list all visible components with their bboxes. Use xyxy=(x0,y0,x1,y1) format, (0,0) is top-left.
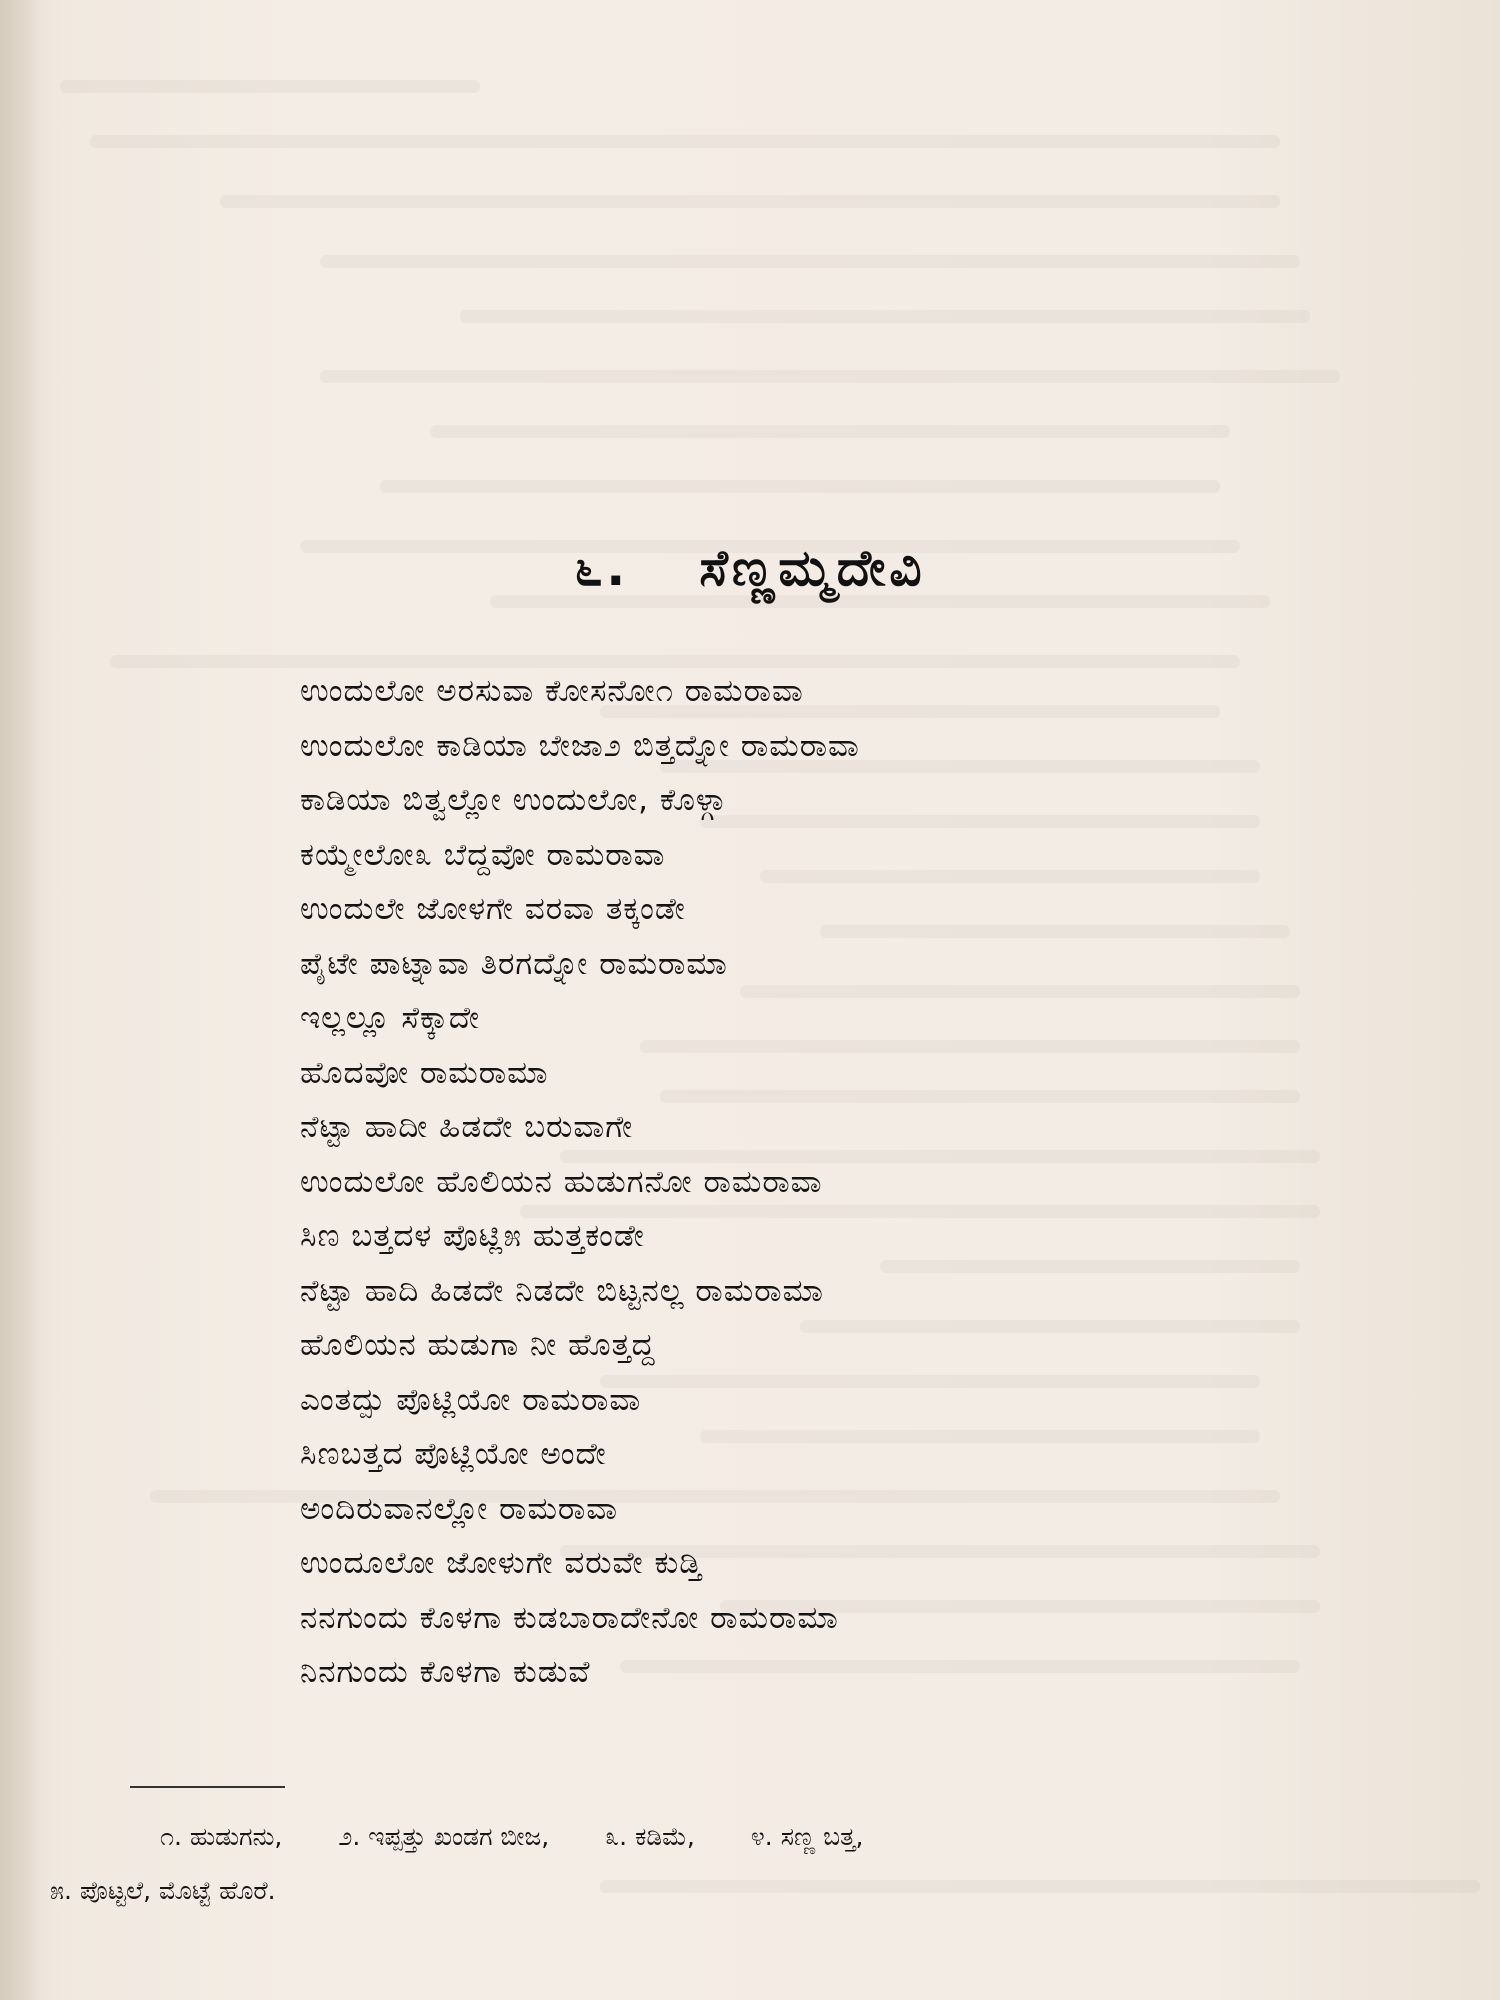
footnote-item: ೪. ಸಣ್ಣ ಬತ್ತ, xyxy=(750,1822,864,1851)
poem-line: ನನಗುಂದು ಕೊಳಗಾ ಕುಡಬಾರಾದೇನೋ ರಾಮರಾಮಾ xyxy=(300,1599,839,1636)
poem-line: ಸಿಣಬತ್ತದ ಪೊಟ್ಲಿಯೋ ಅಂದೇ xyxy=(300,1436,607,1472)
footnote-item: ೧. ಹುಡುಗನು, xyxy=(160,1822,283,1851)
poem-line: ಅಂದಿರುವಾನಲ್ಲೋ ರಾಮರಾವಾ xyxy=(300,1490,619,1527)
poem-line: ಹೊದವೋ ರಾಮರಾಮಾ xyxy=(300,1054,549,1091)
poem-line: ನಿನಗುಂದು ಕೊಳಗಾ ಕುಡುವೆ xyxy=(300,1654,591,1690)
page-binding-shadow xyxy=(0,0,42,2000)
poem-line: ಕಾಡಿಯಾ ಬಿತ್ವಲ್ಲೋ ಉಂದುಲೋ, ಕೊಳ್ಗಾ xyxy=(300,782,727,818)
footnotes xyxy=(50,1810,1450,1918)
poem-line: ಇಲ್ಲಲ್ಲೂ ಸೆಕ್ಕಾದೇ xyxy=(300,1000,481,1036)
show-through-line xyxy=(430,425,1230,438)
poem-number: ೬. xyxy=(574,538,630,597)
poem-line: ಉಂದುಲೋ ಹೊಲಿಯನ ಹುಡುಗನೋ ರಾಮರಾವಾ xyxy=(300,1163,823,1200)
show-through-line xyxy=(60,80,480,93)
show-through-line xyxy=(220,195,1280,208)
poem-line: ಉಂದುಲೋ ಕಾಡಿಯಾ ಬೇಜಾ೨ ಬಿತ್ತದ್ನೋ ರಾಮರಾವಾ xyxy=(300,727,860,764)
footnote-row xyxy=(50,1864,1450,1918)
footnote-item: ೨. ಇಪ್ಪತ್ತು ಖಂಡಗ ಬೀಜ, xyxy=(338,1822,550,1851)
poem-line: ನೆಟ್ಟಾ ಹಾದಿ ಹಿಡದೇ ನಿಡದೇ ಬಿಟ್ಟನಲ್ಲ ರಾಮರಾಮಾ xyxy=(300,1272,825,1309)
footnote-divider xyxy=(130,1786,285,1788)
poem-body xyxy=(300,664,1400,1700)
poem-line: ಉಂದುಲೇ ಜೋಳಗೇ ವರವಾ ತಕ್ಕಂಡೇ xyxy=(300,891,686,927)
poem-line: ಉಂದುಲೋ ಅರಸುವಾ ಕೋಸನೋ೧ ರಾಮರಾವಾ xyxy=(300,673,804,709)
poem-title-text: ಸೆಣ್ಣಮ್ಮದೇವಿ xyxy=(699,538,926,597)
show-through-line xyxy=(320,255,1300,268)
poem-title xyxy=(0,539,1500,598)
footnote-item: ೩. ಕಡಿಮೆ, xyxy=(605,1822,695,1851)
poem-line: ನೆಟ್ಟಾ ಹಾದೀ ಹಿಡದೇ ಬರುವಾಗೇ xyxy=(300,1109,634,1145)
footnote-item: ೫. ಪೊಟ್ಟಲೆ, ಮೊಟ್ಟೆ ಹೊರೆ. xyxy=(50,1876,276,1905)
poem-line: ಪೈಟೇ ಪಾಟ್ನಾವಾ ತಿರಗದ್ನೋ ರಾಮರಾಮಾ xyxy=(300,945,728,982)
show-through-line xyxy=(460,310,1310,323)
poem-line: ಎಂತದ್ಪು ಪೊಟ್ಲಿಯೋ ರಾಮರಾವಾ xyxy=(300,1381,642,1418)
show-through-line xyxy=(380,480,1220,493)
footnote-row xyxy=(160,1810,1450,1864)
show-through-line xyxy=(320,370,1340,383)
poem-line: ಹೊಲಿಯನ ಹುಡುಗಾ ನೀ ಹೊತ್ತದ್ದ xyxy=(300,1327,656,1363)
poem-line: ಉಂದೂಲೋ ಜೋಳುಗೇ ವರುವೇ ಕುಡ್ತಿ xyxy=(300,1545,703,1581)
show-through-line xyxy=(90,135,1280,148)
poem-line: ಸಿಣ ಬತ್ತದಳ ಪೊಟ್ಲಿ೫ ಹುತ್ತಕಂಡೇ xyxy=(300,1218,645,1254)
poem-line: ಕಯ್ಮೇಲೋ೩ ಬೆದ್ದವೋ ರಾಮರಾವಾ xyxy=(300,836,666,873)
